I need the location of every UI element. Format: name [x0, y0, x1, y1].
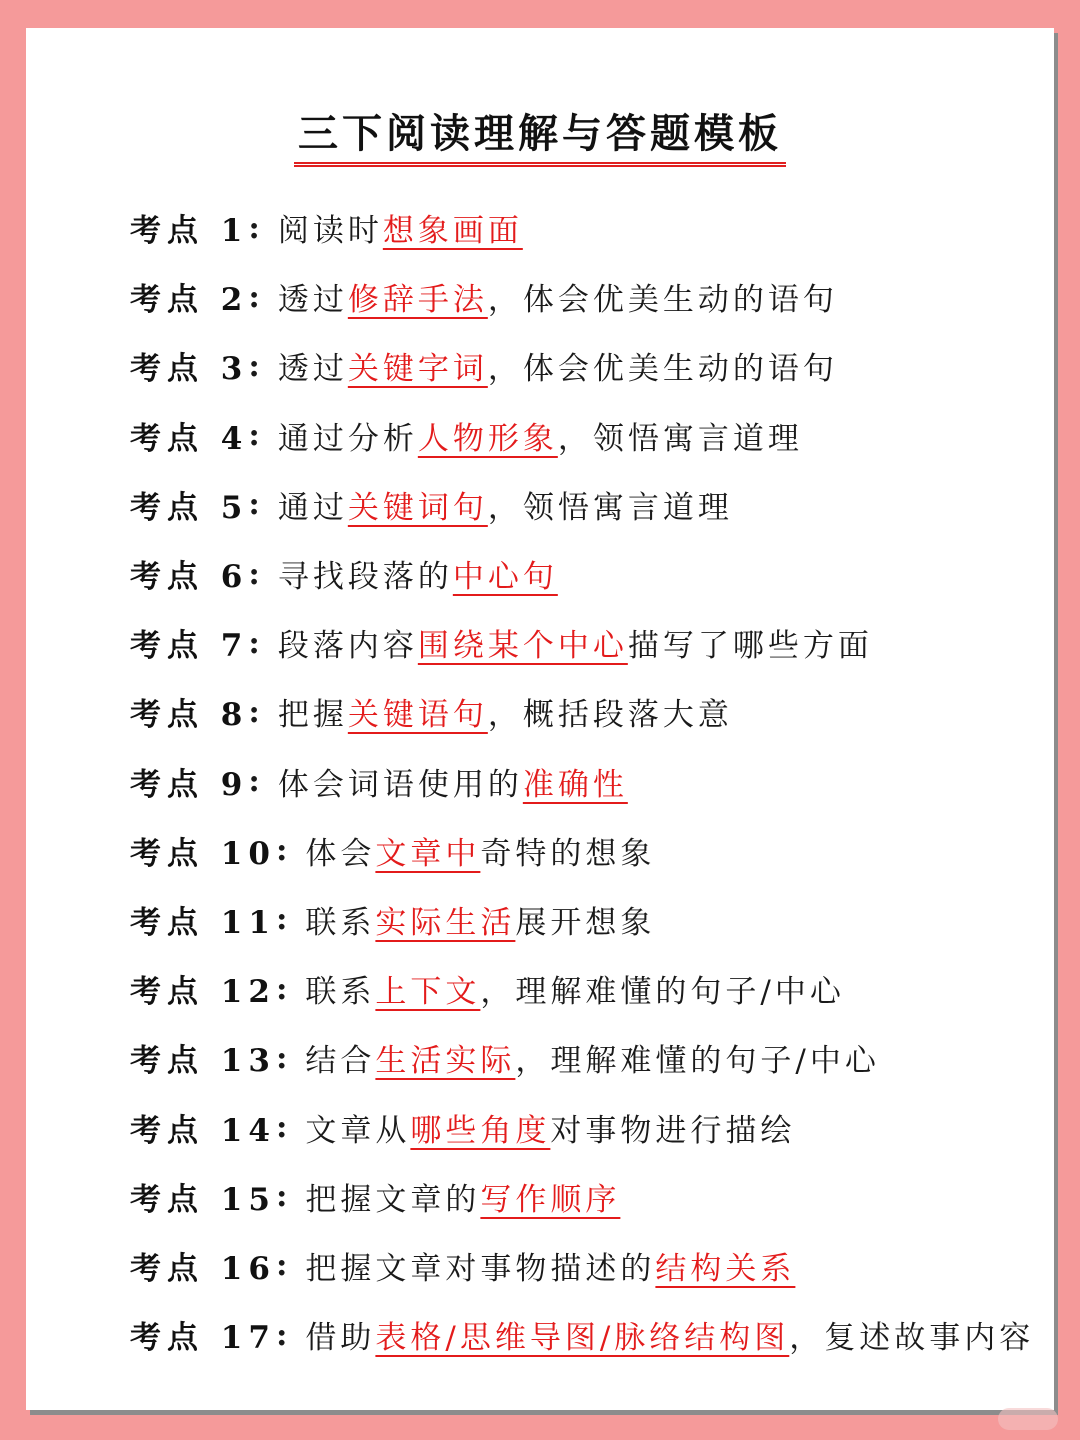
- exam-point-label: 考点 2: [130, 282, 249, 319]
- exam-point-label: 考点 16: [130, 1250, 276, 1287]
- exam-point-item: [130, 1092, 1034, 1161]
- exam-point-text: 文章从: [305, 1112, 411, 1149]
- exam-point-highlight: 文章中: [375, 835, 481, 872]
- exam-point-colon: :: [248, 209, 264, 246]
- exam-point-item: [130, 816, 1034, 885]
- exam-point-highlight: 中心句: [452, 559, 558, 596]
- exam-point-text-after: ，领悟寓言道理: [487, 489, 733, 526]
- exam-point-item: [130, 747, 1034, 816]
- exam-point-highlight: 关键语句: [347, 697, 488, 734]
- exam-point-text: 联系: [305, 904, 376, 941]
- exam-point-colon: :: [275, 1039, 292, 1076]
- document-card: [26, 28, 1054, 1410]
- watermark: [998, 1408, 1058, 1430]
- exam-point-label: 考点 9: [130, 766, 249, 803]
- exam-point-colon: :: [275, 901, 292, 938]
- exam-point-text: 阅读时: [277, 213, 383, 250]
- exam-point-text: 体会词语使用的: [277, 766, 523, 803]
- exam-point-highlight: 上下文: [375, 974, 481, 1011]
- exam-point-label: 考点 5: [130, 489, 249, 526]
- exam-point-text: 联系: [305, 974, 376, 1011]
- exam-point-text: 寻找段落的: [277, 559, 453, 596]
- exam-point-item: [130, 262, 1034, 331]
- exam-point-item: [130, 677, 1034, 746]
- exam-point-label: 考点 1: [130, 213, 249, 250]
- exam-point-highlight: 准确性: [522, 766, 628, 803]
- exam-point-colon: :: [248, 417, 264, 454]
- exam-point-colon: :: [275, 970, 292, 1007]
- exam-point-text-after: ，概括段落大意: [487, 697, 733, 734]
- exam-point-text: 把握文章的: [305, 1181, 481, 1218]
- exam-point-text: 体会: [305, 835, 376, 872]
- exam-points-list: [130, 193, 1034, 1369]
- exam-point-text-after: ，体会优美生动的语句: [487, 351, 838, 388]
- exam-point-item: [130, 885, 1034, 954]
- exam-point-label: 考点 4: [130, 420, 249, 457]
- exam-point-label: 考点 7: [130, 628, 249, 665]
- exam-point-text-after: ，复述故事内容: [789, 1320, 1035, 1357]
- exam-point-highlight: 修辞手法: [347, 282, 488, 319]
- exam-point-item: [130, 608, 1034, 677]
- exam-point-colon: :: [248, 763, 264, 800]
- exam-point-colon: :: [248, 278, 264, 315]
- exam-point-colon: :: [248, 555, 264, 592]
- exam-point-label: 考点 8: [130, 697, 249, 734]
- exam-point-highlight: 想象画面: [382, 213, 523, 250]
- exam-point-highlight: 生活实际: [375, 1043, 516, 1080]
- exam-point-text-after: 描写了哪些方面: [627, 628, 873, 665]
- exam-point-label: 考点 10: [130, 835, 276, 872]
- exam-point-item: [130, 193, 1034, 262]
- exam-point-highlight: 关键字词: [347, 351, 488, 388]
- exam-point-text-after: ，领悟寓言道理: [557, 420, 803, 457]
- exam-point-highlight: 表格/思维导图/脉络结构图: [375, 1320, 790, 1357]
- exam-point-highlight: 写作顺序: [480, 1181, 621, 1218]
- exam-point-text-after: ，理解难懂的句子/中心: [515, 1043, 880, 1080]
- exam-point-label: 考点 15: [130, 1181, 276, 1218]
- exam-point-text-after: ，体会优美生动的语句: [487, 282, 838, 319]
- exam-point-item: [130, 331, 1034, 400]
- exam-point-colon: :: [275, 1247, 292, 1284]
- exam-point-label: 考点 11: [130, 904, 276, 941]
- exam-point-colon: :: [248, 347, 264, 384]
- exam-point-text-after: ，理解难懂的句子/中心: [480, 974, 845, 1011]
- exam-point-colon: :: [248, 624, 264, 661]
- exam-point-item: [130, 1231, 1034, 1300]
- exam-point-text: 通过分析: [277, 420, 418, 457]
- exam-point-item: [130, 954, 1034, 1023]
- page-title: [26, 108, 1054, 167]
- exam-point-item: [130, 401, 1034, 470]
- exam-point-text: 把握: [277, 697, 348, 734]
- exam-point-label: 考点 14: [130, 1112, 276, 1149]
- exam-point-item: [130, 1023, 1034, 1092]
- exam-point-item: [130, 470, 1034, 539]
- exam-point-colon: :: [248, 693, 264, 730]
- exam-point-highlight: 人物形象: [417, 420, 558, 457]
- exam-point-highlight: 哪些角度: [410, 1112, 551, 1149]
- exam-point-colon: :: [248, 486, 264, 523]
- exam-point-text-after: 展开想象: [515, 904, 656, 941]
- exam-point-label: 考点 6: [130, 559, 249, 596]
- exam-point-label: 考点 3: [130, 351, 249, 388]
- exam-point-text: 通过: [277, 489, 348, 526]
- exam-point-colon: :: [275, 832, 292, 869]
- exam-point-label: 考点 17: [130, 1320, 276, 1357]
- exam-point-text: 结合: [305, 1043, 376, 1080]
- exam-point-text: 段落内容: [277, 628, 418, 665]
- exam-point-text: 把握文章对事物描述的: [305, 1250, 656, 1287]
- exam-point-text: 透过: [277, 282, 348, 319]
- exam-point-colon: :: [275, 1178, 292, 1215]
- exam-point-highlight: 实际生活: [375, 904, 516, 941]
- exam-point-text-after: 对事物进行描绘: [550, 1112, 796, 1149]
- exam-point-highlight: 围绕某个中心: [417, 628, 628, 665]
- exam-point-highlight: 关键词句: [347, 489, 488, 526]
- exam-point-text: 借助: [305, 1320, 376, 1357]
- exam-point-text: 透过: [277, 351, 348, 388]
- exam-point-label: 考点 12: [130, 974, 276, 1011]
- page-title-text: 三下阅读理解与答题模板: [294, 108, 786, 167]
- exam-point-label: 考点 13: [130, 1043, 276, 1080]
- exam-point-colon: :: [275, 1316, 292, 1353]
- exam-point-highlight: 结构关系: [655, 1250, 796, 1287]
- exam-point-item: [130, 1300, 1034, 1369]
- exam-point-text-after: 奇特的想象: [480, 835, 656, 872]
- exam-point-item: [130, 1162, 1034, 1231]
- exam-point-item: [130, 539, 1034, 608]
- exam-point-colon: :: [275, 1109, 292, 1146]
